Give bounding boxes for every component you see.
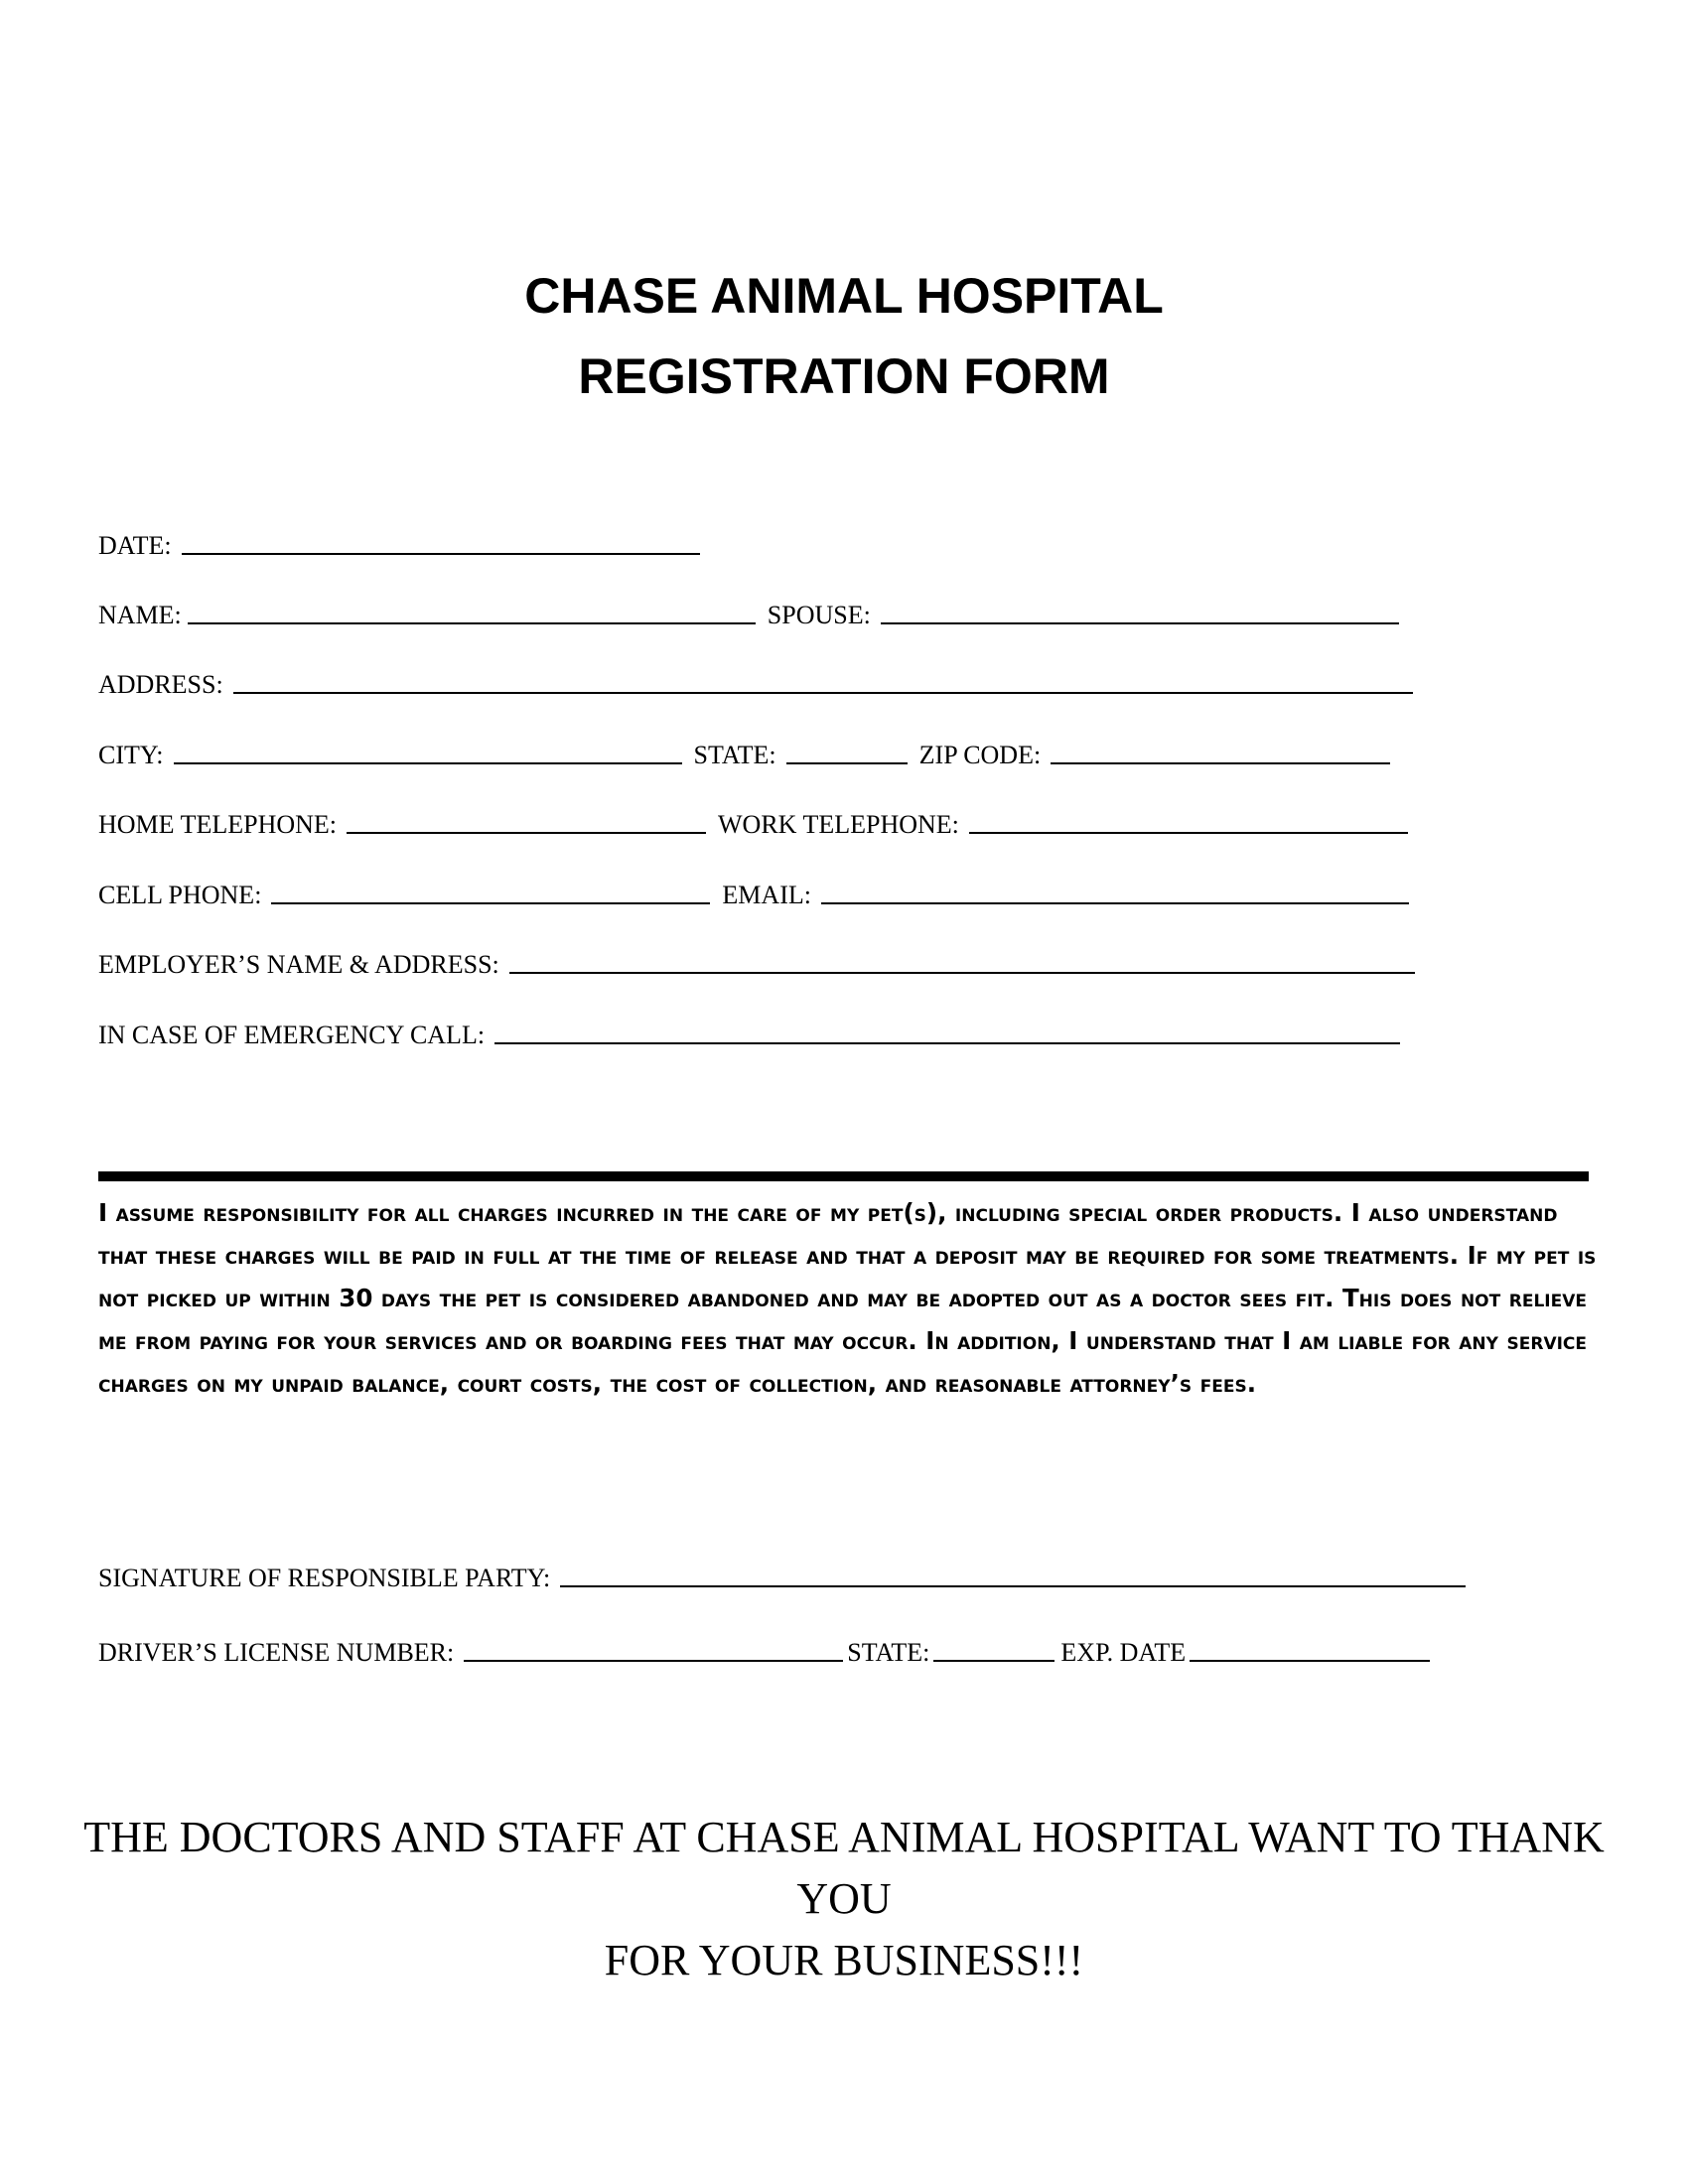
cell-phone-label: CELL PHONE: [98,881,262,909]
exp-date-label: EXP. DATE [1060,1638,1187,1667]
name-label: NAME: [98,601,182,629]
city-row [98,731,1402,770]
responsibility-statement: I assume responsibility for all charges incurred in the care of my pet(s), including special order products. I also understand that these charges will be paid in full at the time of release and that a deposit may be required for some treatments. If my pet is not picked up within 30 days the pet is considered abandoned and may be adopted out as a doctor sees fit. This does not relieve me from paying for your services and or boarding fees that may occur. In addition, I understand that I am liable for any service charges on my unpaid balance, court costs, the cost of collection, and reasonable attorney’s fees. [98,1198,1597,1398]
zip-field[interactable] [1051,762,1390,764]
zip-label: ZIP CODE: [918,741,1042,769]
name-field[interactable] [188,622,756,624]
license-row [98,1628,1442,1668]
telephone-row [98,800,1420,840]
name-row [98,591,1411,630]
home-telephone-field[interactable] [347,832,706,834]
state-field[interactable] [786,762,908,764]
cell-email-row [98,871,1421,910]
date-row [98,521,712,561]
email-label: EMAIL: [722,881,811,909]
form-title: REGISTRATION FORM [578,348,1110,404]
city-field[interactable] [174,762,682,764]
emergency-field[interactable] [494,1042,1400,1044]
signature-field[interactable] [560,1585,1466,1587]
spouse-label: SPOUSE: [767,601,871,629]
state-label: STATE: [693,741,776,769]
thank-you-line1: THE DOCTORS AND STAFF AT CHASE ANIMAL HOSPITAL WANT TO THANK YOU [83,1813,1605,1923]
signature-row [98,1554,1477,1593]
address-row [98,660,1425,700]
exp-date-field[interactable] [1190,1660,1430,1662]
address-label: ADDRESS: [98,670,223,699]
city-label: CITY: [98,741,164,769]
thank-you-line2: FOR YOUR BUSINESS!!! [604,1936,1084,1984]
license-label: DRIVER’S LICENSE NUMBER: [98,1638,455,1667]
home-telephone-label: HOME TELEPHONE: [98,810,338,839]
cell-phone-field[interactable] [271,902,710,904]
date-label: DATE: [98,531,172,560]
employer-row [98,940,1427,980]
license-state-field[interactable] [933,1660,1055,1662]
emergency-row [98,1011,1412,1050]
work-telephone-label: WORK TELEPHONE: [718,810,959,839]
employer-label: EMPLOYER’S NAME & ADDRESS: [98,950,499,979]
work-telephone-field[interactable] [969,832,1408,834]
employer-field[interactable] [509,972,1415,974]
signature-label: SIGNATURE OF RESPONSIBLE PARTY: [98,1564,551,1592]
email-field[interactable] [821,902,1409,904]
hospital-title: CHASE ANIMAL HOSPITAL [524,268,1164,324]
license-state-label: STATE: [847,1638,930,1667]
license-field[interactable] [464,1660,843,1662]
date-field[interactable] [182,553,700,555]
emergency-label: IN CASE OF EMERGENCY CALL: [98,1021,486,1049]
section-divider [98,1171,1589,1181]
thank-you-message [60,1807,1628,1991]
spouse-field[interactable] [881,622,1399,624]
address-field[interactable] [233,692,1413,694]
